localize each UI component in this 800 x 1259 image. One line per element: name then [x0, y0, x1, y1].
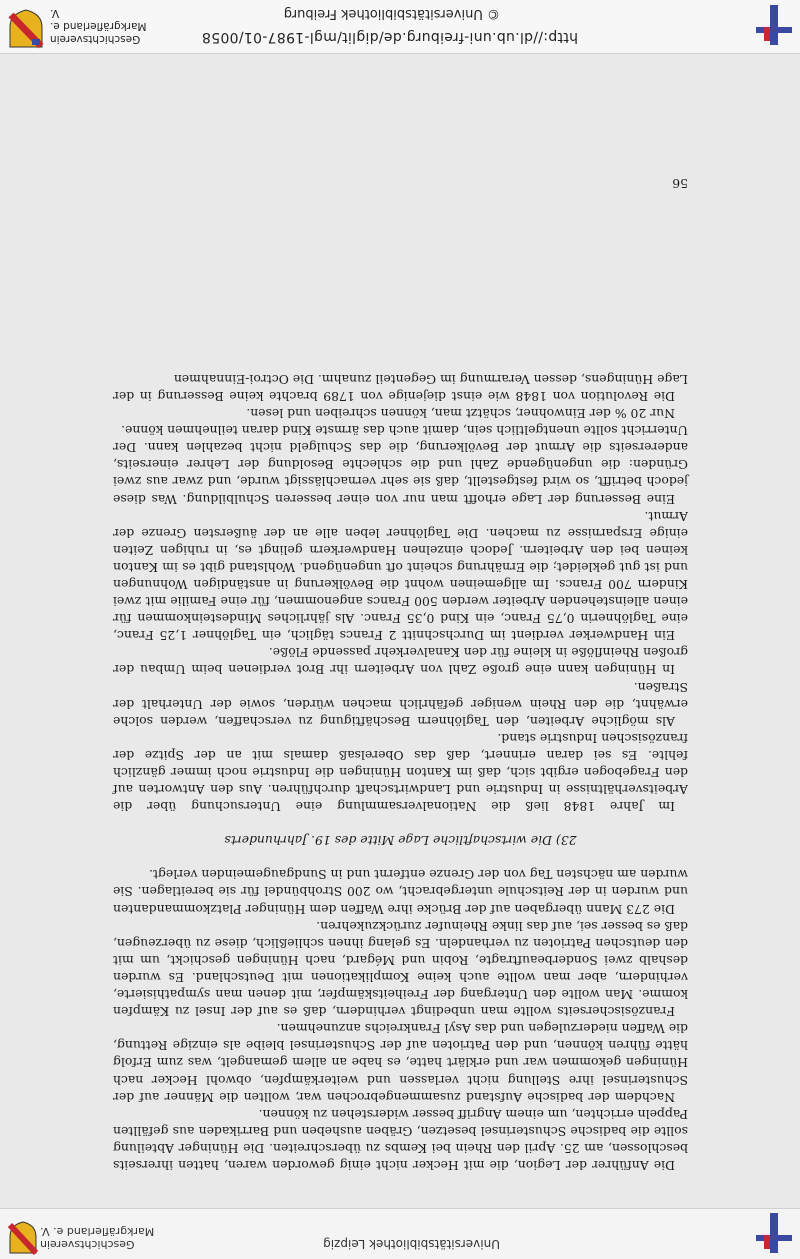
university-logo-icon	[756, 1213, 792, 1253]
paragraph: Die Revolution von 1848 wie einst diejenige von 1789 brachte keine Besserung in der Lage Hüningens, dessen Verarmung im Gegenteil zunahm. Die Octroi-Einnahmen	[113, 371, 688, 404]
paragraph: Im Jahre 1848 ließ die Nationalversammlung eine Untersuchung über die Arbeitsverhältnisse in Industrie und Landwirtschaft durchführen. Aus den Antworten auf den Fragebogen ergibt sich, daß im Kanton Hüningen die Industrie noch immer gänzlich fehlte. Es sei daran erinnert, daß das Oberelsaß damals mit an der Spitze der französischen Industrie stand.	[113, 730, 688, 815]
society-line-2: Markgräflerland e. V.	[50, 7, 147, 32]
society-shield-icon	[8, 1221, 38, 1255]
society-name: Geschichtsverein Markgräflerland e. V.	[40, 1225, 155, 1251]
paragraph: Als mögliche Arbeiten, den Taglöhnern Beschäftigung zu verschaffen, werden solche erwähnt, die den Rhein weniger gefährlich machen würden, sowie der Unterhalt der Straßen.	[113, 679, 688, 729]
society-label	[50, 6, 150, 45]
copyright-text: © Universitätsbibliothek Freiburg	[283, 6, 500, 21]
permalink-url[interactable]: http://dl.ub.uni-freiburg.de/diglit/mgl-1987-01/0058	[201, 29, 578, 45]
page-number: 56	[672, 176, 688, 191]
paragraph: Französischerseits wollte man unbedingt verhindern, daß es auf der Insel zu Kämpfen komme. Man wollte den Untergang der Freiheitskämpfer, mit denen man sympathisierte, verhindern, aber man wollte auch keine Komplikationen mit Deutschland. Es wurden deshalb zwei Sonderbeauftragte, Robin und Mégard, nach Hüningen geschickt, um mit den deutschen Patrioten zu verhandeln. Es gelang ihnen schließlich, diese zu überzeugen, daß es besser sei, auf das linke Rheinufer zurückzukehren.	[113, 918, 688, 1020]
paragraph: Eine Besserung der Lage erhofft man nur von einer besseren Schulbildung. Was diese jedoch betrifft, so wird festgestellt, daß sie sehr vernachlässigt wurde, und zwar aus zwei Gründen: die ungenügende Zahl und die schlechte Besoldung der Lehrer einerseits, andererseits die Armut der Bevölkerung, die das Schulgeld nicht bezahlen kann. Der Unterricht sollte unentgeltlich sein, damit auch das ärmste Kind daran teilnehmen könne.	[113, 423, 688, 507]
footer-bar	[0, 0, 800, 54]
book-text	[113, 371, 688, 1174]
library-name: Universitätsbibliothek Leipzig	[323, 1237, 500, 1251]
paragraph: Nachdem der badische Aufstand zusammengebrochen war, wollten die Männer auf der Schusterinsel ihre Stellung nicht verlassen und weiterkämpfen, obwohl Hecker nach Hüningen gekommen war und erklärt hatte, es habe an allem gemangelt, was zum Erfolg hätte führen können, und den Patrioten auf der Schusterinsel bleibe als einzige Rettung, die Waffen niederzulegen und das Asyl Frankreichs anzunehmen.	[113, 1021, 688, 1105]
paragraph: Nur 20 % der Einwohner, schätzt man, können schreiben und lesen.	[246, 406, 675, 422]
paragraph: Die 273 Mann übergaben auf der Brücke ihre Waffen dem Hüninger Platzkommandanten und wurden in der Reitschule untergebracht, wo 200 Strohbündel für sie bereitlagen. Sie wurden am nächsten Tag von der Grenze entfernt und in Sundgaugemeinden verlegt.	[113, 867, 688, 917]
header-bar	[0, 1208, 800, 1259]
paragraph: In Hüningen kann eine große Zahl von Arbeitern ihr Brot verdienen beim Umbau der großen Rheinflöße in kleine für den Kanalverkehr passende Flöße.	[113, 645, 688, 678]
paragraph: Ein Handwerker verdient im Durchschnitt 2 Francs täglich, ein Taglöhner 1,25 Franc, eine Taglöhnerin 0,75 Franc, ein Kind 0,35 Franc. Als jährliches Mindesteinkommen für einen alleinstehenden Arbeiter werden 500 Francs angenommen, für eine Familie mit zwei Kindern 700 Francs. Im allgemeinen wohnt die Bevölkerung in anständigen Wohnungen und ist gut gekleidet; die Ernährung scheint oft ungenügend. Wohlstand gibt es im Kanton keinen bei den Arbeitern. Jedoch einzelnen Handwerkern gelingt es, in ruhigen Zeiten einige Ersparnisse zu machen. Die Taglöhner leben alle an der äußersten Grenze der Armut.	[113, 508, 688, 644]
society-line-1: Geschichtsverein	[50, 33, 141, 45]
society-shield-icon	[8, 9, 44, 49]
section-heading: 23) Die wirtschaftliche Lage Mitte des 19. Jahrhunderts	[224, 833, 577, 849]
paragraph: Die Anführer der Legion, die mit Hecker nicht einig geworden waren, hatten ihrerseits beschlossen, am 25. April den Rhein bei Kembs zu überschreiten. Die Hüninger Abteilung sollte die badische Schusterinsel besetzen, Gräben ausheben und Barrikaden aus gefällten Pappeln errichten, um einem Angriff besser widerstehen zu können.	[113, 1106, 688, 1173]
university-logo-icon	[756, 5, 792, 45]
